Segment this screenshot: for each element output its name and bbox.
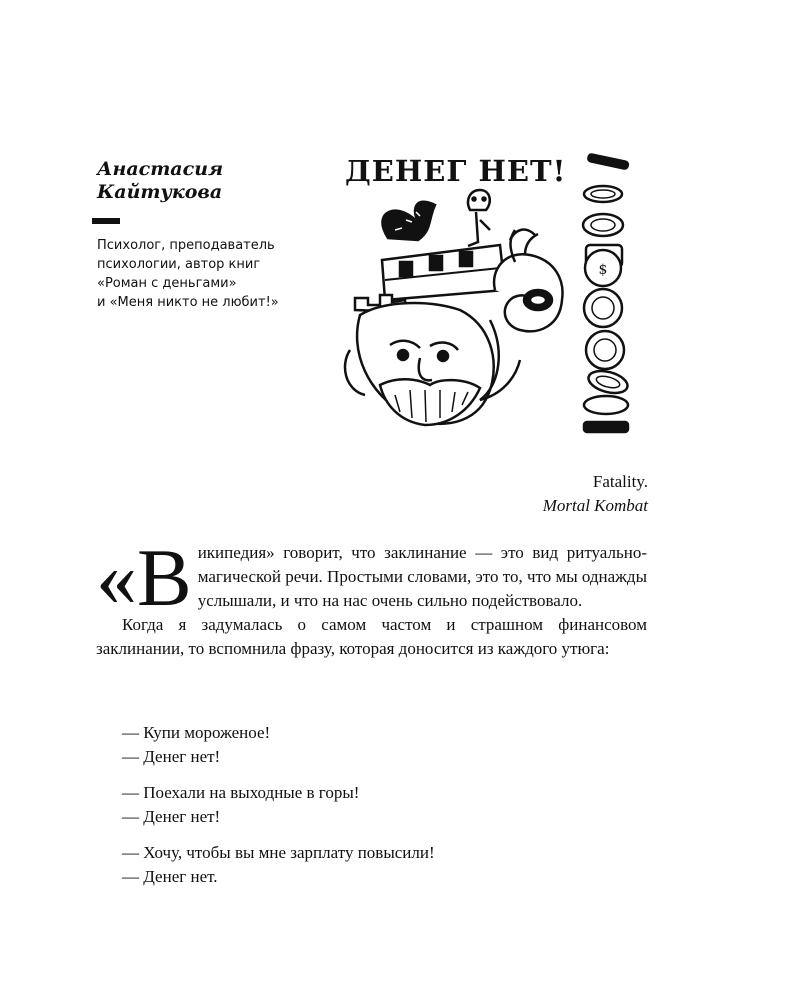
dialogues [122,721,622,901]
author-bio [97,236,307,312]
chapter-illustration [340,150,660,440]
dialog-line: — Поехали на выходные в горы! [122,783,360,802]
author-bio-line: Психолог, преподаватель [97,238,275,253]
author-first-name: Анастасия [97,158,224,180]
paragraph-1 [96,532,647,623]
epigraph-quote: Fatality. [592,472,648,491]
dialog-group [122,781,622,829]
author-bio-line: и «Меня никто не любит!» [97,295,279,310]
dialog-line: — Купи мороженое! [122,723,271,742]
dialog-line: — Денег нет! [122,807,221,826]
drop-cap: «В [96,532,192,623]
author-name [97,158,297,204]
dialog-line: — Денег нет! [122,747,221,766]
chapter-title: ДЕНЕГ НЕТ! [345,154,567,188]
coin-stack-icon [583,154,630,432]
epigraph-source: Mortal Kombat [542,496,648,515]
dialog-line: — Хочу, чтобы вы мне зарплату повысили! [122,843,435,862]
dialog-group [122,841,622,889]
paragraph-1-text: икипедия» говорит, что заклинание — это вид ритуально-магической речи. Простыми словами, это то, что мы однажды услышали, и что на нас очень сильно подействовало. [197,543,647,610]
dialog-group [122,721,622,769]
paragraph-2: Когда я задумалась о самом частом и страшном финансовом заклинании, то вспомнила фразу, которая доносится из каждого утюга: [96,615,647,658]
svg-text:$: $ [598,262,608,278]
author-last-name: Кайтукова [97,181,223,203]
author-bio-line: психологии, автор книг [97,257,261,272]
body-text [96,532,647,661]
epigraph [543,470,648,518]
author-divider [92,218,120,224]
author-bio-line: «Роман с деньгами» [97,276,237,291]
king-head-icon [345,202,505,425]
dialog-line: — Денег нет. [122,867,218,886]
